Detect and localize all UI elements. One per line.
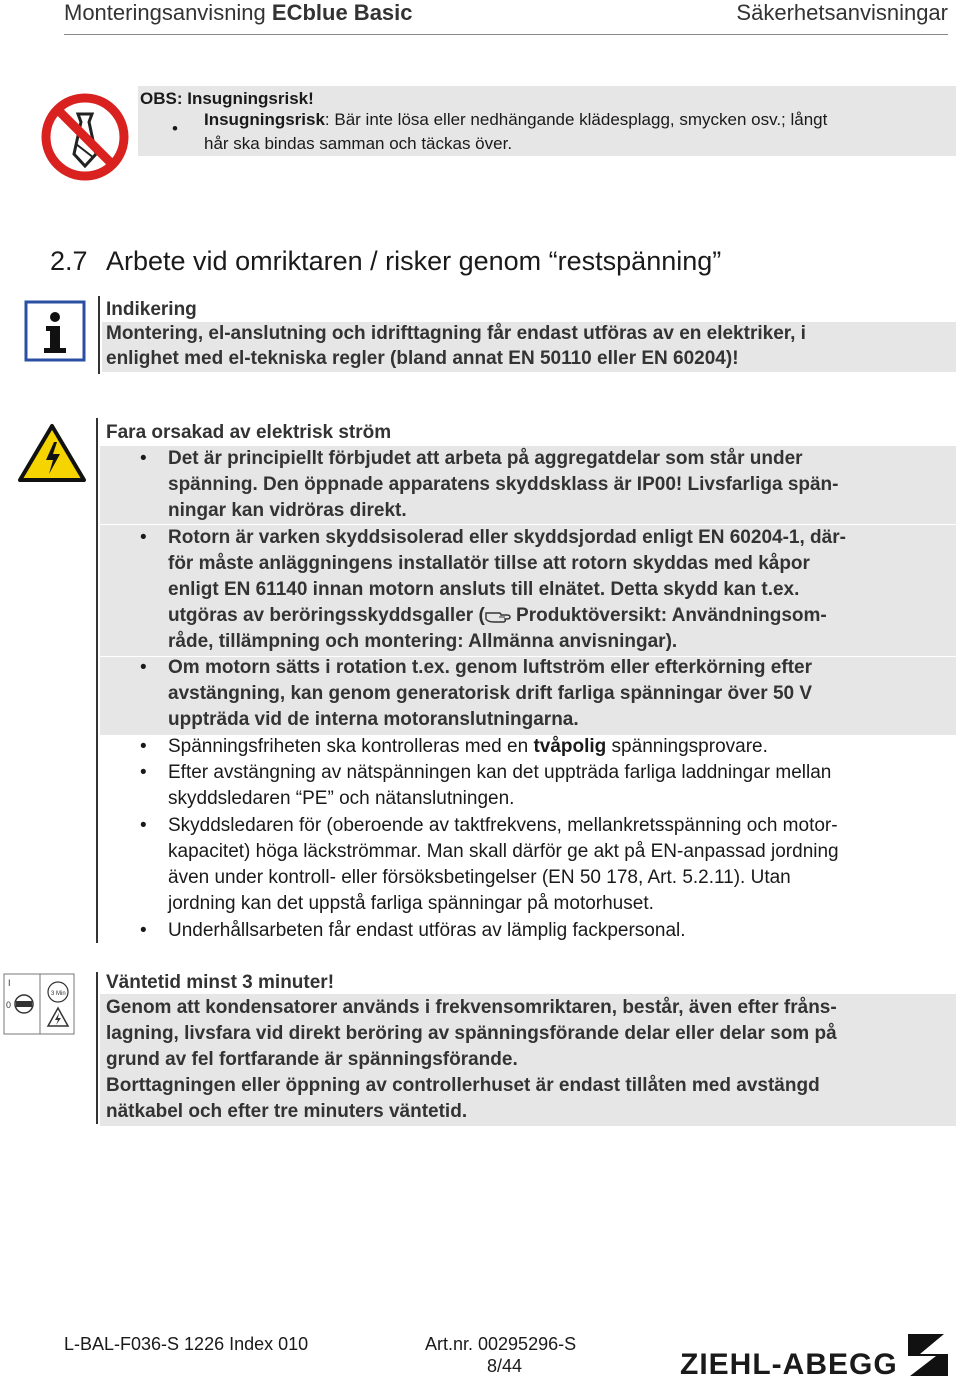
wait-line3: grund av fel fortfarande är spänningsförande. [106, 1049, 518, 1070]
info-bar [98, 296, 100, 374]
danger-b5-line1: Efter avstängning av nätspänningen kan det uppträda farliga laddningar mellan [168, 762, 832, 783]
no-loose-clothing-icon [40, 92, 130, 187]
company-logo-text: ZIEHL-ABEGG [680, 1348, 898, 1381]
product-name: ECblue Basic [271, 0, 413, 25]
timer-label: 3 Min [51, 991, 66, 997]
info-line2: enlighet med el-tekniska regler (bland annat EN 50110 eller EN 60204)! [106, 348, 739, 369]
info-line1: Montering, el-anslutning och idrifttagning får endast utföras av en elektriker, i [106, 323, 806, 344]
danger-bullet: • [140, 815, 147, 836]
danger-bullet: • [140, 448, 147, 469]
danger-b6-line1: Skyddsledaren för (oberoende av taktfrekvens, mellankretsspänning och motor- [168, 815, 838, 836]
danger-b2-line5: råde, tillämpning och montering: Allmänna anvisningar). [168, 631, 678, 652]
danger-title: Fara orsakad av elektrisk ström [106, 422, 392, 443]
danger-b6-line2: kapacitet) höga läckströmmar. Man skall därför ge akt på EN-anpassad jordning [168, 841, 839, 862]
danger-b6-line4: jordning kan det uppstå farliga spänningar på motorhuset. [168, 893, 654, 914]
danger-bullet: • [140, 527, 147, 548]
danger-bullet: • [140, 736, 147, 757]
danger-b5-line2: skyddsledaren “PE” och nätanslutningen. [168, 788, 515, 809]
danger-bullet: • [140, 920, 147, 941]
danger-b4-post: spänningsprovare. [606, 736, 768, 757]
obs-bullet: • [172, 119, 178, 138]
danger-b2-line4 [168, 603, 827, 632]
document-title [64, 0, 413, 26]
danger-b3-line2: avstängning, kan genom generatorisk drift farliga spänningar över 50 V [168, 683, 813, 704]
obs-title: OBS: Insugningsrisk! [140, 89, 314, 108]
electric-hazard-icon [16, 422, 88, 489]
section-header: Säkerhetsanvisningar [736, 0, 948, 25]
footer-page-number: 8/44 [487, 1356, 523, 1376]
wait-title: Väntetid minst 3 minuter! [106, 972, 335, 993]
danger-b1-line1: Det är principiellt förbjudet att arbeta på aggregatdelar som står under [168, 448, 803, 469]
wait-bar [96, 972, 98, 1124]
wait-line4: Borttagningen eller öppning av controllerhuset är endast tillåten med avstängd [106, 1075, 820, 1096]
danger-b1-line2: spänning. Den öppnade apparatens skyddsklass är IP00! Livsfarliga spän- [168, 474, 839, 495]
wait-line1: Genom att kondensatorer används i frekvensomriktaren, består, även efter fråns- [106, 997, 837, 1018]
danger-b4-pre: Spänningsfriheten ska kontrolleras med en [168, 736, 534, 757]
footer-art-no: Art.nr. 00295296-S [425, 1334, 577, 1354]
danger-bullet: • [140, 657, 147, 678]
wait-line2: lagning, livsfara vid direkt beröring av spänningsförande delar eller delar som på [106, 1023, 837, 1044]
danger-bar [96, 418, 98, 943]
obs-label: Insugningsrisk [204, 110, 325, 129]
danger-bullet: • [140, 762, 147, 783]
document-title-prefix: Monteringsanvisning [64, 0, 272, 25]
danger-b2-line4-pre: utgöras av beröringsskyddsgaller ( [168, 605, 485, 626]
obs-text-a: : Bär inte lösa eller nedhängande klädesplagg, smycken osv.; långt [324, 110, 828, 129]
danger-b2-line3: enligt EN 61140 innan motorn ansluts till elnätet. Detta skydd kan t.ex. [168, 579, 800, 600]
wait-timer-icon [2, 970, 76, 1045]
switch-off-label: 0 [6, 1000, 12, 1010]
danger-b6-line3: även under kontroll- eller försöksbetingelser (EN 50 178, Art. 5.2.11). Utan [168, 867, 791, 888]
danger-b7: Underhållsarbeten får endast utföras av lämplig fackpersonal. [168, 920, 686, 941]
danger-b2-line1: Rotorn är varken skyddsisolerad eller skyddsjordad enligt EN 60204-1, där- [168, 527, 846, 548]
danger-b4-bold: tvåpolig [533, 736, 607, 757]
section-title: Arbete vid omriktaren / risker genom “restspänning” [106, 246, 722, 276]
danger-b4 [168, 734, 768, 760]
info-icon [24, 300, 86, 367]
danger-b1-line3: ningar kan vidröras direkt. [168, 500, 407, 521]
obs-text-line2: hår ska bindas samman och täckas över. [204, 134, 513, 153]
danger-b2-line4-post: Produktöversikt: Användningsom- [510, 605, 827, 626]
danger-b3-line3: uppträda vid de interna motoranslutningarna. [168, 709, 579, 730]
wait-line5: nätkabel och efter tre minuters väntetid. [106, 1101, 468, 1122]
header-divider [64, 34, 948, 35]
ziehl-abegg-logo-icon [900, 1330, 954, 1385]
info-label: Indikering [106, 299, 197, 320]
section-number: 2.7 [50, 246, 88, 276]
footer-doc-id: L-BAL-F036-S 1226 Index 010 [64, 1334, 309, 1354]
danger-b2-line2: för måste anläggningens installatör tillse att rotorn skyddas med kåpor [168, 553, 810, 574]
switch-on-label: I [8, 978, 11, 988]
danger-b3-line1: Om motorn sätts i rotation t.ex. genom luftström eller efterkörning efter [168, 657, 812, 678]
obs-text-line1 [204, 110, 827, 130]
